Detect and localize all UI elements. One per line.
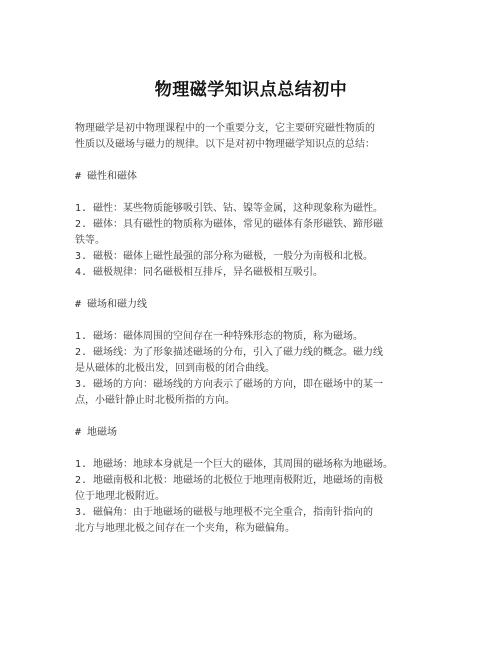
paragraph-gap <box>75 441 445 457</box>
paragraph-gap <box>75 409 445 425</box>
section-line: 2. 磁体：具有磁性的物质称为磁体，常见的磁体有条形磁铁、蹄形磁 <box>75 219 384 230</box>
section-heading-magnetism: # 磁性和磁体 <box>75 171 138 182</box>
paragraph-gap <box>75 153 445 169</box>
section-line: 1. 磁场：磁体周围的空间存在一种特殊形态的物质，称为磁场。 <box>75 331 364 342</box>
section-heading-geomagnetism: # 地磁场 <box>75 427 118 438</box>
section-line: 位于地理北极附近。 <box>75 491 165 502</box>
document-title: 物理磁学知识点总结初中 <box>154 80 348 100</box>
section-line: 2. 地磁南极和北极：地磁场的北极位于地理南极附近，地磁场的南极 <box>75 475 384 486</box>
section-line: 4. 磁极规律：同名磁极相互排斥，异名磁极相互吸引。 <box>75 267 324 278</box>
paragraph-gap <box>75 313 445 329</box>
section-line: 铁等。 <box>75 235 105 246</box>
intro-line: 物理磁学是初中物理课程中的一个重要分支，它主要研究磁性物质的 <box>75 123 375 134</box>
paragraph-gap <box>75 185 445 201</box>
section-line: 北方与地理北极之间存在一个夹角，称为磁偏角。 <box>75 523 295 534</box>
section-heading-magnetic-field: # 磁场和磁力线 <box>75 299 148 310</box>
section-line: 1. 地磁场：地球本身就是一个巨大的磁体，其周围的磁场称为地磁场。 <box>75 459 394 470</box>
section-line: 3. 磁场的方向：磁场线的方向表示了磁场的方向，即在磁场中的某一 <box>75 379 384 390</box>
section-line: 1. 磁性：某些物质能够吸引铁、钴、镍等金属，这种现象称为磁性。 <box>75 203 384 214</box>
section-line: 点，小磁针静止时北极所指的方向。 <box>75 395 235 406</box>
document-body <box>75 121 445 537</box>
section-line: 3. 磁偏角：由于地磁场的磁极与地理极不完全重合，指南针指向的 <box>75 507 374 518</box>
section-line: 3. 磁极：磁体上磁性最强的部分称为磁极，一般分为南极和北极。 <box>75 251 374 262</box>
section-line: 2. 磁场线：为了形象描述磁场的分布，引入了磁力线的概念。磁力线 <box>75 347 384 358</box>
section-line: 是从磁体的北极出发，回到南极的闭合曲线。 <box>75 363 275 374</box>
intro-line: 性质以及磁场与磁力的规律。以下是对初中物理磁学知识点的总结： <box>75 139 375 150</box>
paragraph-gap <box>75 281 445 297</box>
